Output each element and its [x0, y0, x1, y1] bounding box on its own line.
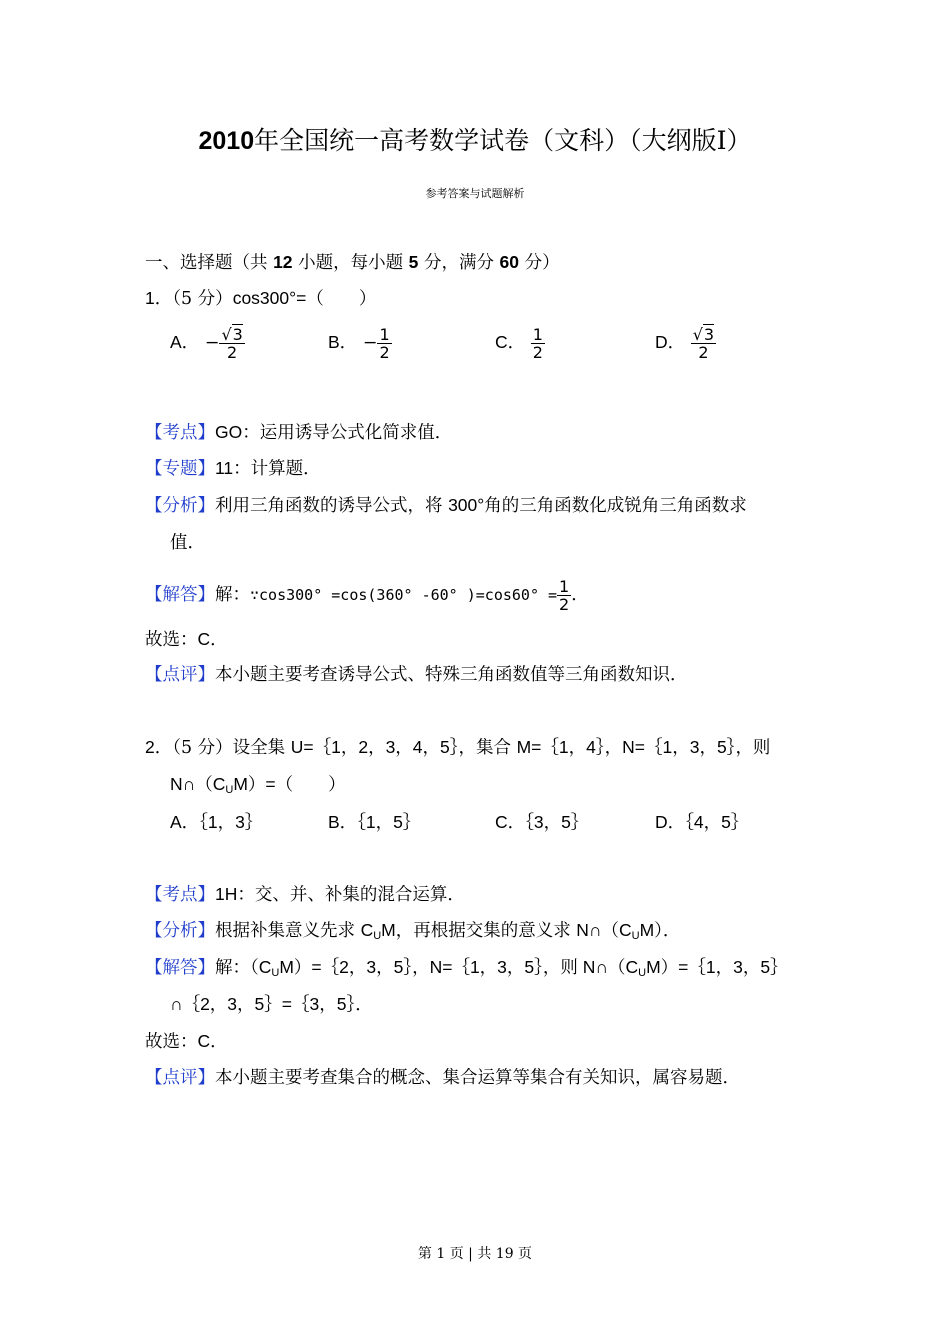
q1-option-a: [170, 326, 245, 361]
fraction: [531, 326, 545, 361]
denominator: 2: [379, 343, 390, 362]
q2-option-b: B．｛1，5｝: [328, 812, 421, 832]
q2-expr: M）=（ ）: [233, 774, 346, 794]
jieda-formula: ∵cos300° =cos(360° -60° )=cos60° =: [250, 586, 558, 604]
jieda-expr: M）=｛1，3，5｝: [646, 957, 788, 977]
q1-number: 1．: [145, 288, 173, 308]
answer-value: C．: [197, 1031, 228, 1051]
denominator: 2: [532, 343, 543, 362]
denominator: 2: [227, 343, 238, 362]
q1-kaodian: [145, 420, 452, 445]
q1-answer: [145, 627, 228, 652]
q1-zhuanti: [145, 456, 321, 481]
page-title: [0, 124, 950, 158]
q2-jieda: [145, 955, 788, 985]
dianping-text: 本小题主要考查诱导公式、特殊三角函数值等三角函数知识．: [215, 665, 688, 685]
fenxi-text: 角的三角函数化成锐角三角函数求: [484, 496, 747, 516]
kaodian-text: 运用诱导公式化简求值．: [259, 423, 453, 443]
heading-part: 分，满分: [418, 253, 500, 273]
option-label: C．: [495, 332, 526, 352]
q1-score: （5 分）: [172, 289, 233, 309]
numerator: 1: [532, 325, 543, 344]
kaodian-text: 交、并、补集的混合运算．: [254, 885, 465, 905]
jieda-prefix: 解：: [215, 585, 250, 605]
q1-dianping: [145, 663, 688, 687]
q2-expr: N∩（C: [170, 774, 226, 794]
zhuanti-text: 计算题．: [250, 459, 321, 479]
kaodian-label: 【考点】: [145, 885, 215, 905]
sqrt-icon: √: [692, 325, 703, 344]
jieda-end: ．: [571, 585, 589, 605]
q2-text: ，: [604, 738, 623, 758]
q1-option-b: [328, 326, 392, 361]
heading-part: 小题，每小题: [292, 253, 409, 273]
fenxi-expr: N∩（C: [576, 920, 632, 940]
subscript: U: [271, 967, 280, 979]
subscript: U: [638, 967, 647, 979]
q2-dianping: [145, 1066, 740, 1090]
page-footer: 第 1 页 | 共 19 页: [417, 1246, 533, 1262]
minus-sign: −: [362, 333, 378, 353]
denominator: 2: [698, 343, 709, 362]
fenxi-expr: C: [360, 920, 374, 940]
q2-text: ，则: [735, 738, 771, 758]
answer-value: C．: [197, 629, 228, 649]
numerator: 1: [559, 577, 570, 596]
dianping-label: 【点评】: [145, 665, 215, 685]
kaodian-code: 1H：: [215, 884, 255, 904]
fraction: [219, 326, 244, 361]
heading-part: 一、选择题（共: [145, 253, 274, 273]
fraction: [377, 326, 391, 361]
dianping-text: 本小题主要考查集合的概念、集合运算等集合有关知识，属容易题．: [215, 1068, 740, 1088]
numerator: 1: [379, 325, 390, 344]
zhuanti-label: 【专题】: [145, 459, 215, 479]
q2-jieda-cont: ∩｛2，3，5｝=｛3，5｝．: [170, 994, 373, 1014]
subscript: U: [373, 930, 382, 942]
fenxi-text: ，再根据交集的意义求: [395, 921, 577, 941]
fraction: [691, 326, 716, 361]
q2-fenxi: [145, 918, 680, 948]
fenxi-expr: M）．: [639, 920, 681, 940]
heading-points: 5: [408, 252, 419, 272]
fenxi-angle: 300°: [448, 495, 485, 515]
title-text: 年全国统一高考数学试卷（文科）（大纲版Ⅰ）: [254, 126, 752, 155]
heading-total: 60: [499, 252, 520, 272]
fraction: [557, 578, 571, 613]
q2-option-a: A．｛1，3｝: [170, 812, 263, 832]
q2-text: （5 分）设全集: [172, 738, 291, 758]
section-heading: [145, 250, 560, 275]
option-label: A．: [170, 332, 200, 352]
answer-label: 故选：: [145, 1032, 198, 1052]
kaodian-code: GO：: [215, 422, 260, 442]
fenxi-expr: M: [381, 920, 396, 940]
q2-answer: [145, 1029, 228, 1054]
q2-set-n: N=｛1，3，5｝: [622, 737, 736, 757]
minus-sign: −: [204, 333, 220, 353]
q2-stem-cont: [170, 772, 346, 802]
subtitle: 参考答案与试题解析: [425, 187, 525, 200]
q2-option-c: C．｛3，5｝: [495, 812, 589, 832]
sqrt-icon: √: [221, 325, 232, 344]
heading-part: 分）: [519, 253, 560, 273]
jieda-expr: 解：（C: [215, 957, 272, 977]
q1-option-c: [495, 326, 545, 361]
denominator: 2: [559, 595, 570, 614]
answer-label: 故选：: [145, 630, 198, 650]
jieda-label: 【解答】: [145, 585, 215, 605]
zhuanti-code: 11：: [215, 458, 251, 478]
jieda-label: 【解答】: [145, 958, 215, 978]
q2-stem: [145, 735, 770, 760]
fenxi-label: 【分析】: [145, 921, 215, 941]
option-label: B．: [328, 332, 358, 352]
fenxi-text: 利用三角函数的诱导公式，将: [215, 496, 449, 516]
option-label: D．: [655, 332, 686, 352]
q1-jieda: [145, 578, 589, 613]
kaodian-label: 【考点】: [145, 423, 215, 443]
subscript: U: [225, 784, 234, 796]
q2-set-u: U=｛1，2，3，4，5｝: [290, 737, 459, 757]
q1-fenxi: [145, 493, 747, 518]
fenxi-label: 【分析】: [145, 496, 215, 516]
numerator: 3: [232, 325, 243, 344]
q1-stem: [145, 286, 376, 311]
heading-count: 12: [273, 252, 293, 272]
jieda-expr: M）=｛2，3，5｝，N=｛1，3，5｝，则 N∩（C: [279, 957, 639, 977]
q1-option-d: [655, 326, 716, 361]
q1-expression: cos300°=（ ）: [232, 288, 377, 308]
dianping-label: 【点评】: [145, 1068, 215, 1088]
numerator: 3: [703, 325, 715, 344]
q2-kaodian: [145, 882, 465, 907]
subscript: U: [631, 930, 640, 942]
q2-option-d: D．｛4，5｝: [655, 812, 749, 832]
title-year: 2010: [198, 127, 255, 155]
q1-fenxi-cont: 值．: [170, 533, 205, 553]
fenxi-text: 根据补集意义先求: [215, 921, 361, 941]
q2-text: ，集合: [458, 738, 517, 758]
q2-number: 2．: [145, 737, 173, 757]
q2-set-m: M=｛1，4｝: [516, 737, 605, 757]
